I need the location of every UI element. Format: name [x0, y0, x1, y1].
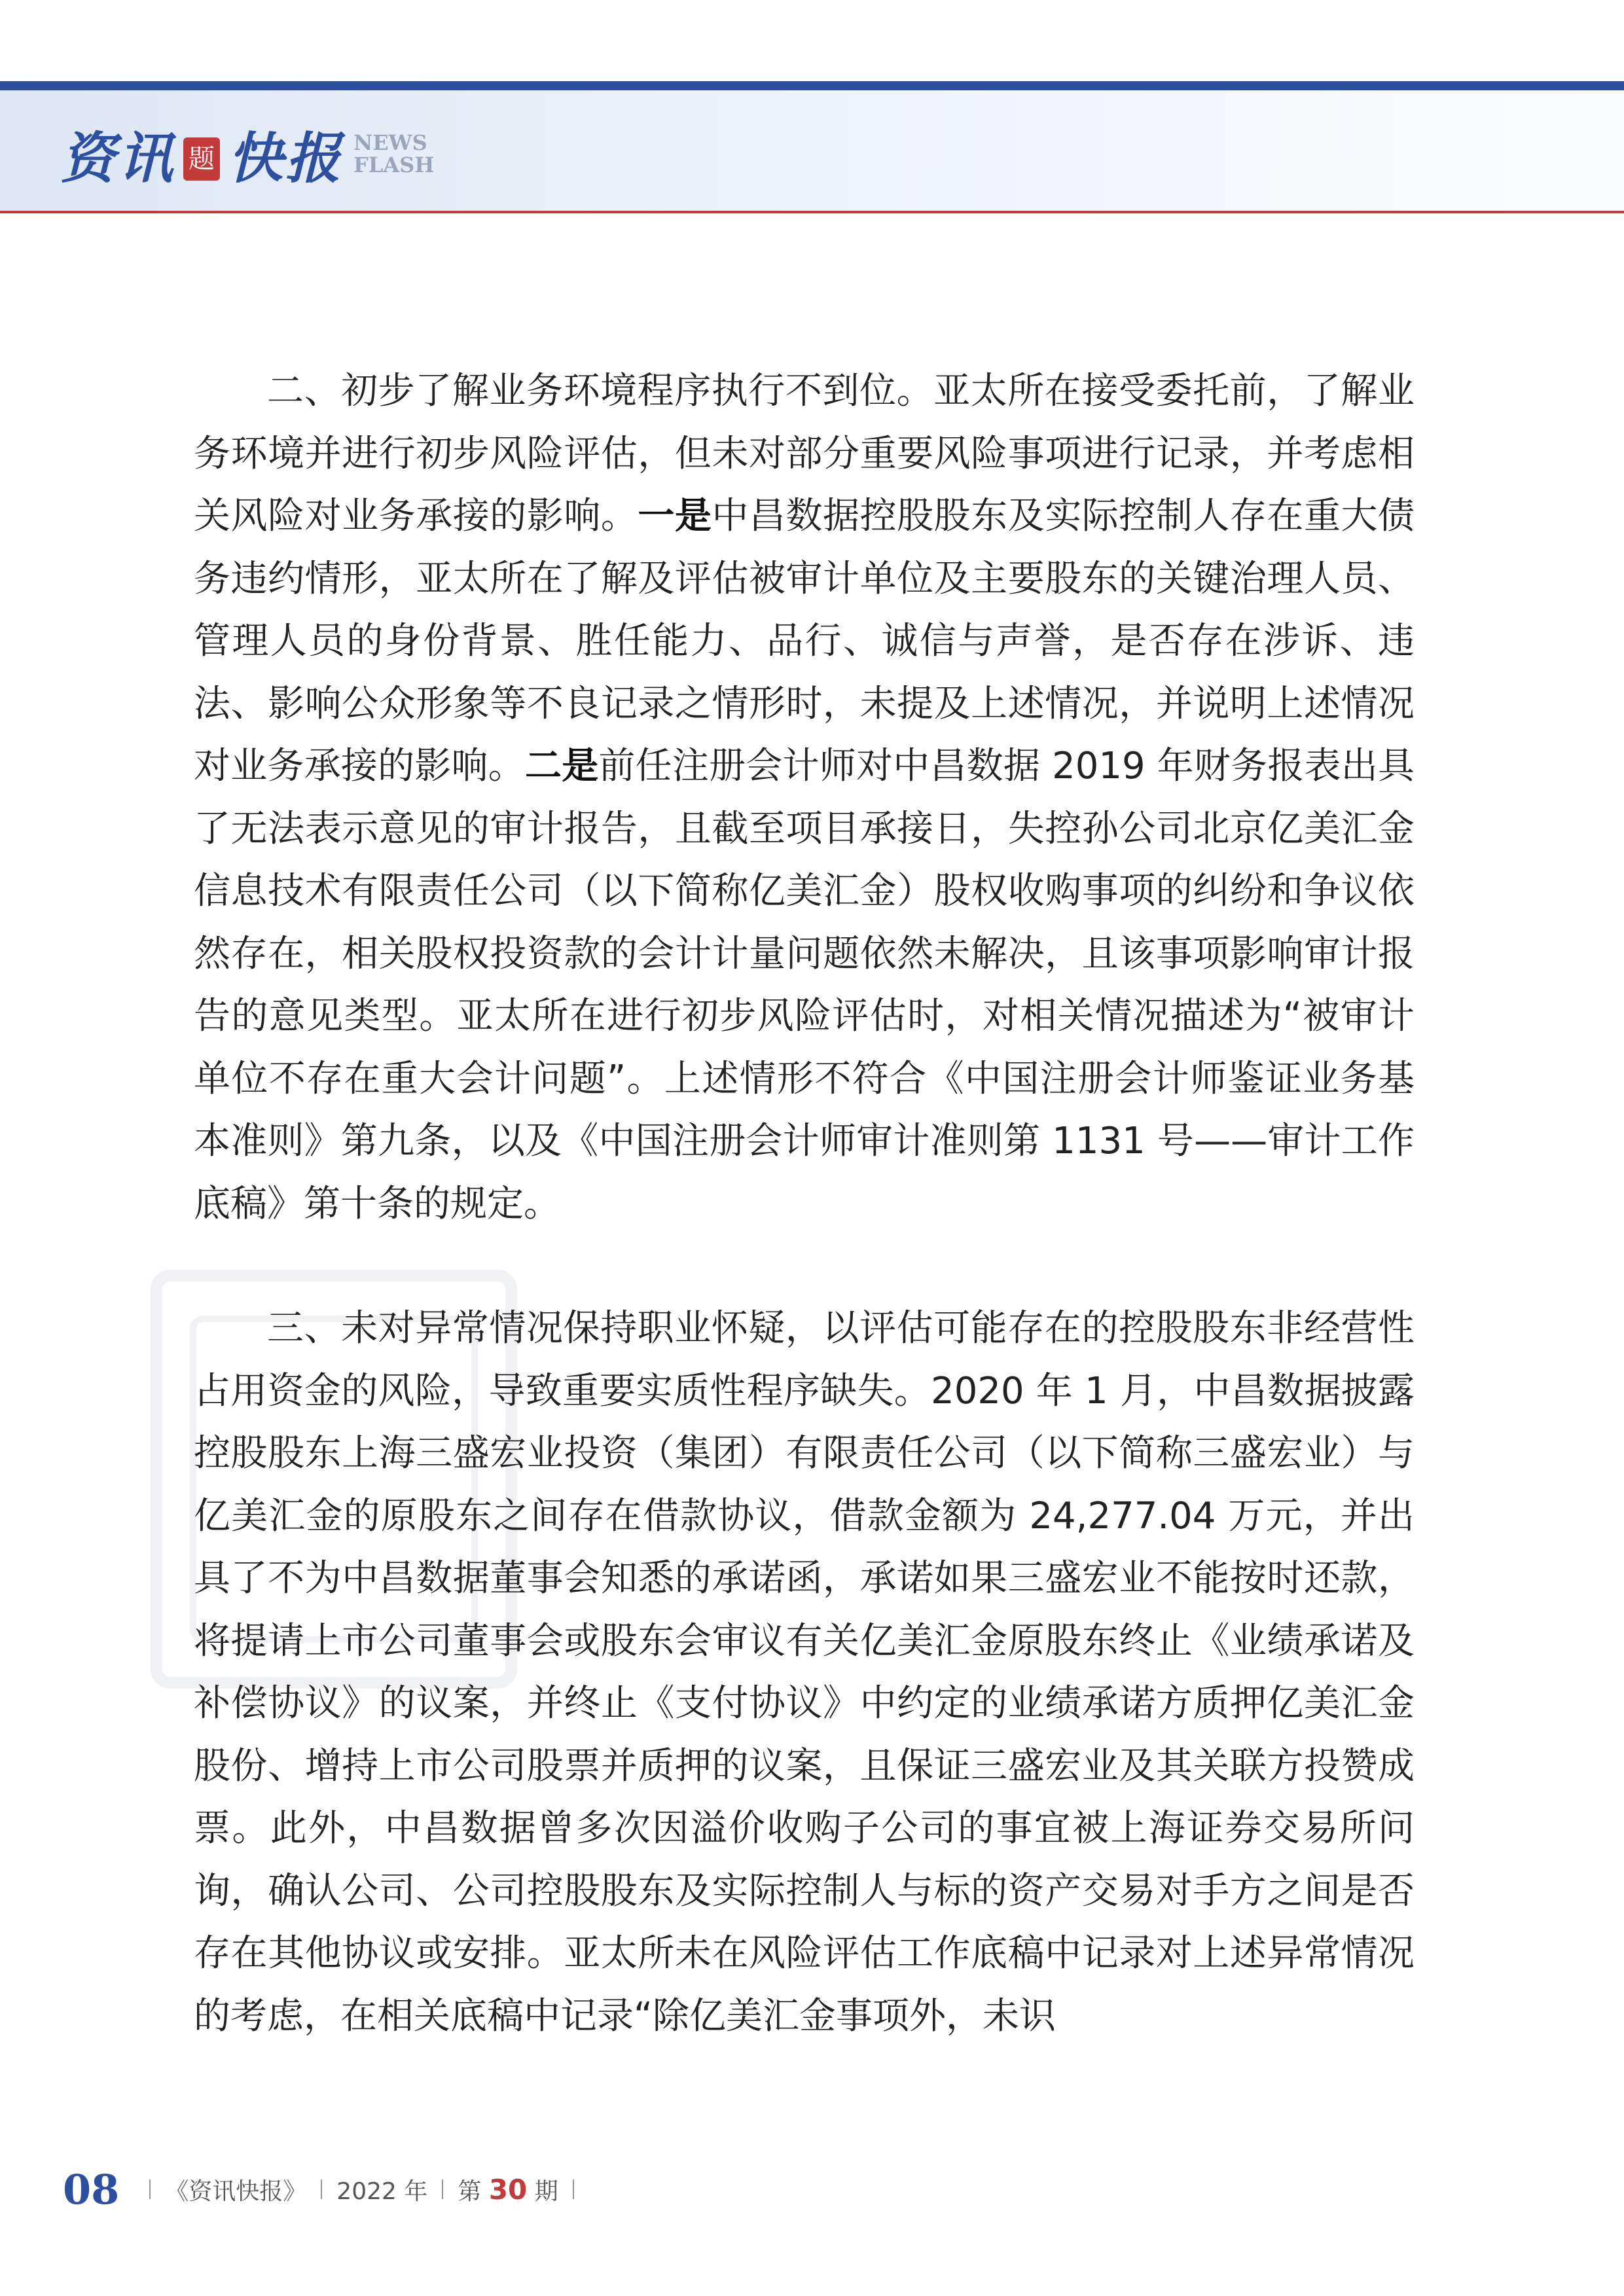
- footer-divider: [573, 2179, 574, 2199]
- brand-title-part2: 快报: [228, 125, 344, 190]
- footer-issue-number: 30: [488, 2173, 528, 2206]
- footer-issue-suffix: 期: [534, 2178, 558, 2205]
- footer-publication: 《资讯快报》: [165, 2178, 307, 2205]
- footer-issue-prefix: 第: [458, 2178, 482, 2205]
- paragraph-3: 三、未对异常情况保持职业怀疑，以评估可能存在的控股股东非经营性占用资金的风险，导致重要实质性程序缺失。2020 年 1 月，中昌数据披露控股股东上海三盛宏业投资（集团）有限责任公司（以下简称三盛宏业）与亿美汇金的原股东之间存在借款协议，借款金额为 24,277.04 万元，并出具了不为中昌数据董事会知悉的承诺函，承诺如果三盛宏业不能按时还款，将提请上市公司董事会或股东会审议有关亿美汇金原股东终止《业绩承诺及补偿协议》的议案，并终止《支付协议》中约定的业绩承诺方质押亿美汇金股份、增持上市公司股票并质押的议案，且保证三盛宏业及其关联方投赞成票。此外，中昌数据曾多次因溢价收购子公司的事宜被上海证券交易所问询，确认公司、公司控股股东及实际控制人与标的资产交易对手方之间是否存在其他协议或安排。亚太所未在风险评估工作底稿中记录对上述异常情况的考虑，在相关底稿中记录“除亿美汇金事项外，未识: [194, 1307, 1415, 2037]
- footer-issue: [458, 2173, 558, 2206]
- paragraph-2-bold-1: 一是: [638, 495, 712, 537]
- brand-english-line1: NEWS: [353, 130, 427, 155]
- header-top-rule: [0, 81, 1624, 90]
- brand-logo: [60, 111, 434, 196]
- footer-divider: [442, 2179, 443, 2199]
- paragraph-2: [194, 360, 1415, 1235]
- footer-year: 2022 年: [336, 2178, 428, 2205]
- paragraph-2-text-3: 前任注册会计师对中昌数据 2019 年财务报表出具了无法表示意见的审计报告，且截至项目承接日，失控孙公司北京亿美汇金信息技术有限责任公司（以下简称亿美汇金）股权收购事项的纠纷和争议依然存在，相关股权投资款的会计计量问题依然未解决，且该事项影响审计报告的意见类型。亚太所在进行初步风险评估时，对相关情况描述为“被审计单位不存在重大会计问题”。上述情形不符合《中国注册会计师鉴证业务基本准则》第九条，以及《中国注册会计师审计准则第 1131 号——审计工作底稿》第十条的规定。: [194, 745, 1415, 1225]
- footer-divider: [321, 2179, 322, 2199]
- article-body: [194, 360, 1415, 2047]
- brand-english: [353, 132, 434, 176]
- footer-divider: [149, 2179, 151, 2199]
- header-bottom-rule: [0, 211, 1624, 213]
- paragraph-2-text-2: 中昌数据控股股东及实际控制人存在重大债务违约情形，亚太所在了解及评估被审计单位及主要股东的关键治理人员、管理人员的身份背景、胜任能力、品行、诚信与声誉，是否存在涉诉、违法、影响公众形象等不良记录之情形时，未提及上述情况，并说明上述情况对业务承接的影响。: [194, 495, 1415, 787]
- brand-title-part1: 资讯: [60, 125, 176, 190]
- brand-seal-icon: 题: [183, 137, 220, 181]
- page-number: 08: [63, 2165, 120, 2214]
- paragraph-2-text-1: 二、初步了解业务环境程序执行不到位。亚太所在接受委托前，了解业务环境并进行初步风险评估，但未对部分重要风险事项进行记录，并考虑相关风险对业务承接的影响。: [194, 370, 1415, 537]
- paragraph-2-bold-2: 二是: [525, 745, 599, 787]
- brand-english-line2: FLASH: [353, 152, 435, 177]
- page-footer: [63, 2160, 588, 2219]
